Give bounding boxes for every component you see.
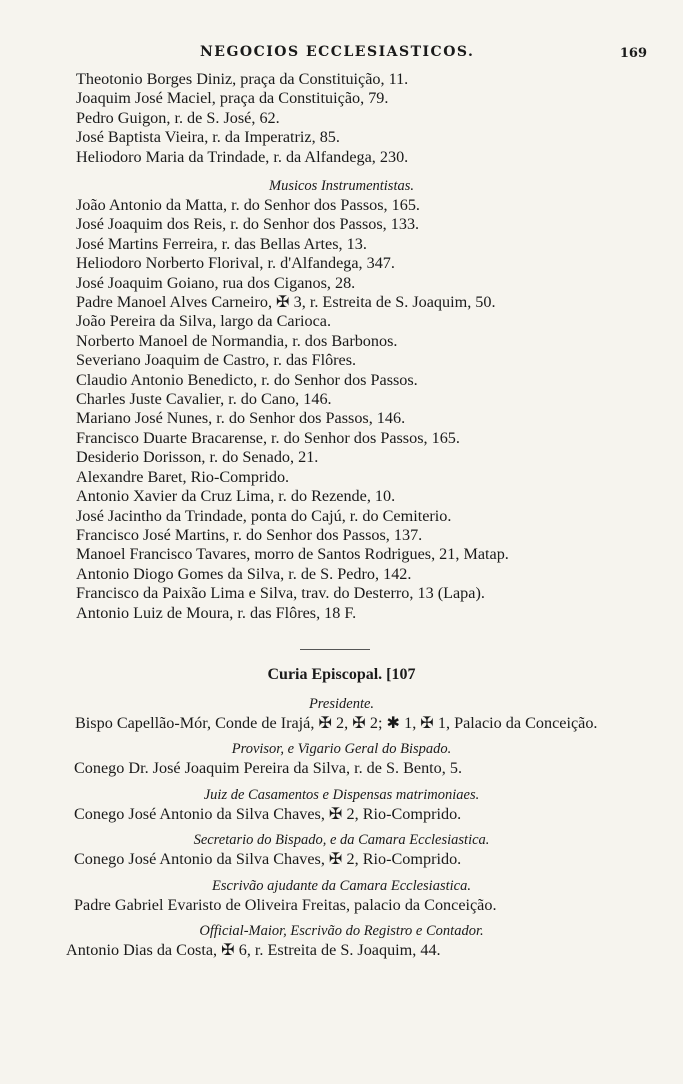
list-item: Severiano Joaquim de Castro, r. das Flôres. bbox=[76, 351, 357, 370]
page-number: 169 bbox=[619, 46, 647, 61]
list-item: Antonio Luiz de Moura, r. das Flôres, 18 F. bbox=[76, 603, 357, 622]
list-item: Francisco José Martins, r. do Senhor dos Passos, 137. bbox=[76, 525, 423, 544]
list-item: José Joaquim dos Reis, r. do Senhor dos Passos, 133. bbox=[76, 215, 420, 234]
list-item: Bispo Capellão-Mór, Conde de Irajá, ✠ 2, ✠ 2; ✱ 1, ✠ 1, Palacio da Conceição. bbox=[75, 714, 598, 732]
list-item: Heliodoro Norberto Florival, r. d'Alfandega, 347. bbox=[76, 254, 395, 273]
running-title: NEGOCIOS ECCLESIASTICOS. bbox=[200, 44, 475, 60]
section-heading: Provisor, e Vigario Geral do Bispado. bbox=[231, 741, 452, 758]
list-item: Joaquim José Maciel, praça da Constituição, 79. bbox=[76, 89, 389, 108]
list-item: Antonio Xavier da Cruz Lima, r. do Rezende, 10. bbox=[76, 487, 396, 506]
section-heading: Juiz de Casamentos e Dispensas matrimoniaes. bbox=[203, 786, 480, 803]
top-entries-list bbox=[0, 70, 683, 167]
list-item: Conego José Antonio da Silva Chaves, ✠ 2, Rio-Comprido. bbox=[74, 850, 462, 869]
section-heading: Secretario do Bispado, e da Camara Ecclesiastica. bbox=[193, 832, 490, 849]
list-item: Francisco da Paixão Lima e Silva, trav. do Desterro, 13 (Lapa). bbox=[76, 584, 485, 603]
list-item: Mariano José Nunes, r. do Senhor dos Passos, 146. bbox=[76, 409, 406, 428]
list-item: João Pereira da Silva, largo da Carioca. bbox=[76, 312, 332, 331]
section-heading: Musicos Instrumentistas. bbox=[269, 178, 414, 194]
section-heading: Escrivão ajudante da Camara Ecclesiastica. bbox=[212, 877, 471, 894]
list-item: Claudio Antonio Benedicto, r. do Senhor dos Passos. bbox=[76, 370, 418, 389]
list-item: Conego Dr. José Joaquim Pereira da Silva, r. de S. Bento, 5. bbox=[74, 759, 463, 778]
list-item: Antonio Diogo Gomes da Silva, r. de S. Pedro, 142. bbox=[76, 564, 412, 583]
list-item: José Jacintho da Trindade, ponta do Cajú, r. do Cemiterio. bbox=[76, 506, 452, 525]
list-item: Manoel Francisco Tavares, morro de Santos Rodrigues, 21, Matap. bbox=[76, 545, 509, 564]
section-divider bbox=[300, 649, 370, 650]
list-item: Padre Manoel Alves Carneiro, ✠ 3, r. Estreita de S. Joaquim, 50. bbox=[76, 293, 496, 312]
list-item: Francisco Duarte Bracarense, r. do Senhor dos Passos, 165. bbox=[76, 428, 460, 447]
list-item: Alexandre Baret, Rio-Comprido. bbox=[76, 467, 290, 486]
list-item: José Baptista Vieira, r. da Imperatriz, 85. bbox=[76, 128, 340, 147]
list-item: Conego José Antonio da Silva Chaves, ✠ 2, Rio-Comprido. bbox=[74, 804, 462, 823]
section-heading: Official-Maior, Escrivão do Registro e Contador. bbox=[199, 923, 484, 940]
list-item: Heliodoro Maria da Trindade, r. da Alfandega, 230. bbox=[76, 147, 409, 166]
list-item: Padre Gabriel Evaristo de Oliveira Freitas, palacio da Conceição. bbox=[74, 895, 497, 914]
curia-section bbox=[0, 694, 683, 960]
list-item: Pedro Guigon, r. de S. José, 62. bbox=[76, 108, 280, 127]
curia-title: Curia Episcopal. [107 bbox=[267, 666, 416, 683]
list-item: José Martins Ferreira, r. das Bellas Artes, 13. bbox=[76, 234, 367, 253]
list-item: Antonio Dias da Costa, ✠ 6, r. Estreita de S. Joaquim, 44. bbox=[66, 941, 441, 960]
list-item: José Joaquim Goiano, rua dos Ciganos, 28. bbox=[76, 273, 356, 292]
list-item: Charles Juste Cavalier, r. do Cano, 146. bbox=[76, 390, 332, 409]
section-heading: Presidente. bbox=[308, 696, 375, 712]
musicos-section bbox=[0, 176, 683, 623]
page-header bbox=[0, 44, 683, 66]
list-item: Theotonio Borges Diniz, praça da Constituição, 11. bbox=[76, 70, 409, 88]
list-item: João Antonio da Matta, r. do Senhor dos Passos, 165. bbox=[76, 196, 420, 214]
list-item: Norberto Manoel de Normandia, r. dos Barbonos. bbox=[76, 331, 398, 350]
list-item: Desiderio Dorisson, r. do Senado, 21. bbox=[76, 448, 319, 467]
